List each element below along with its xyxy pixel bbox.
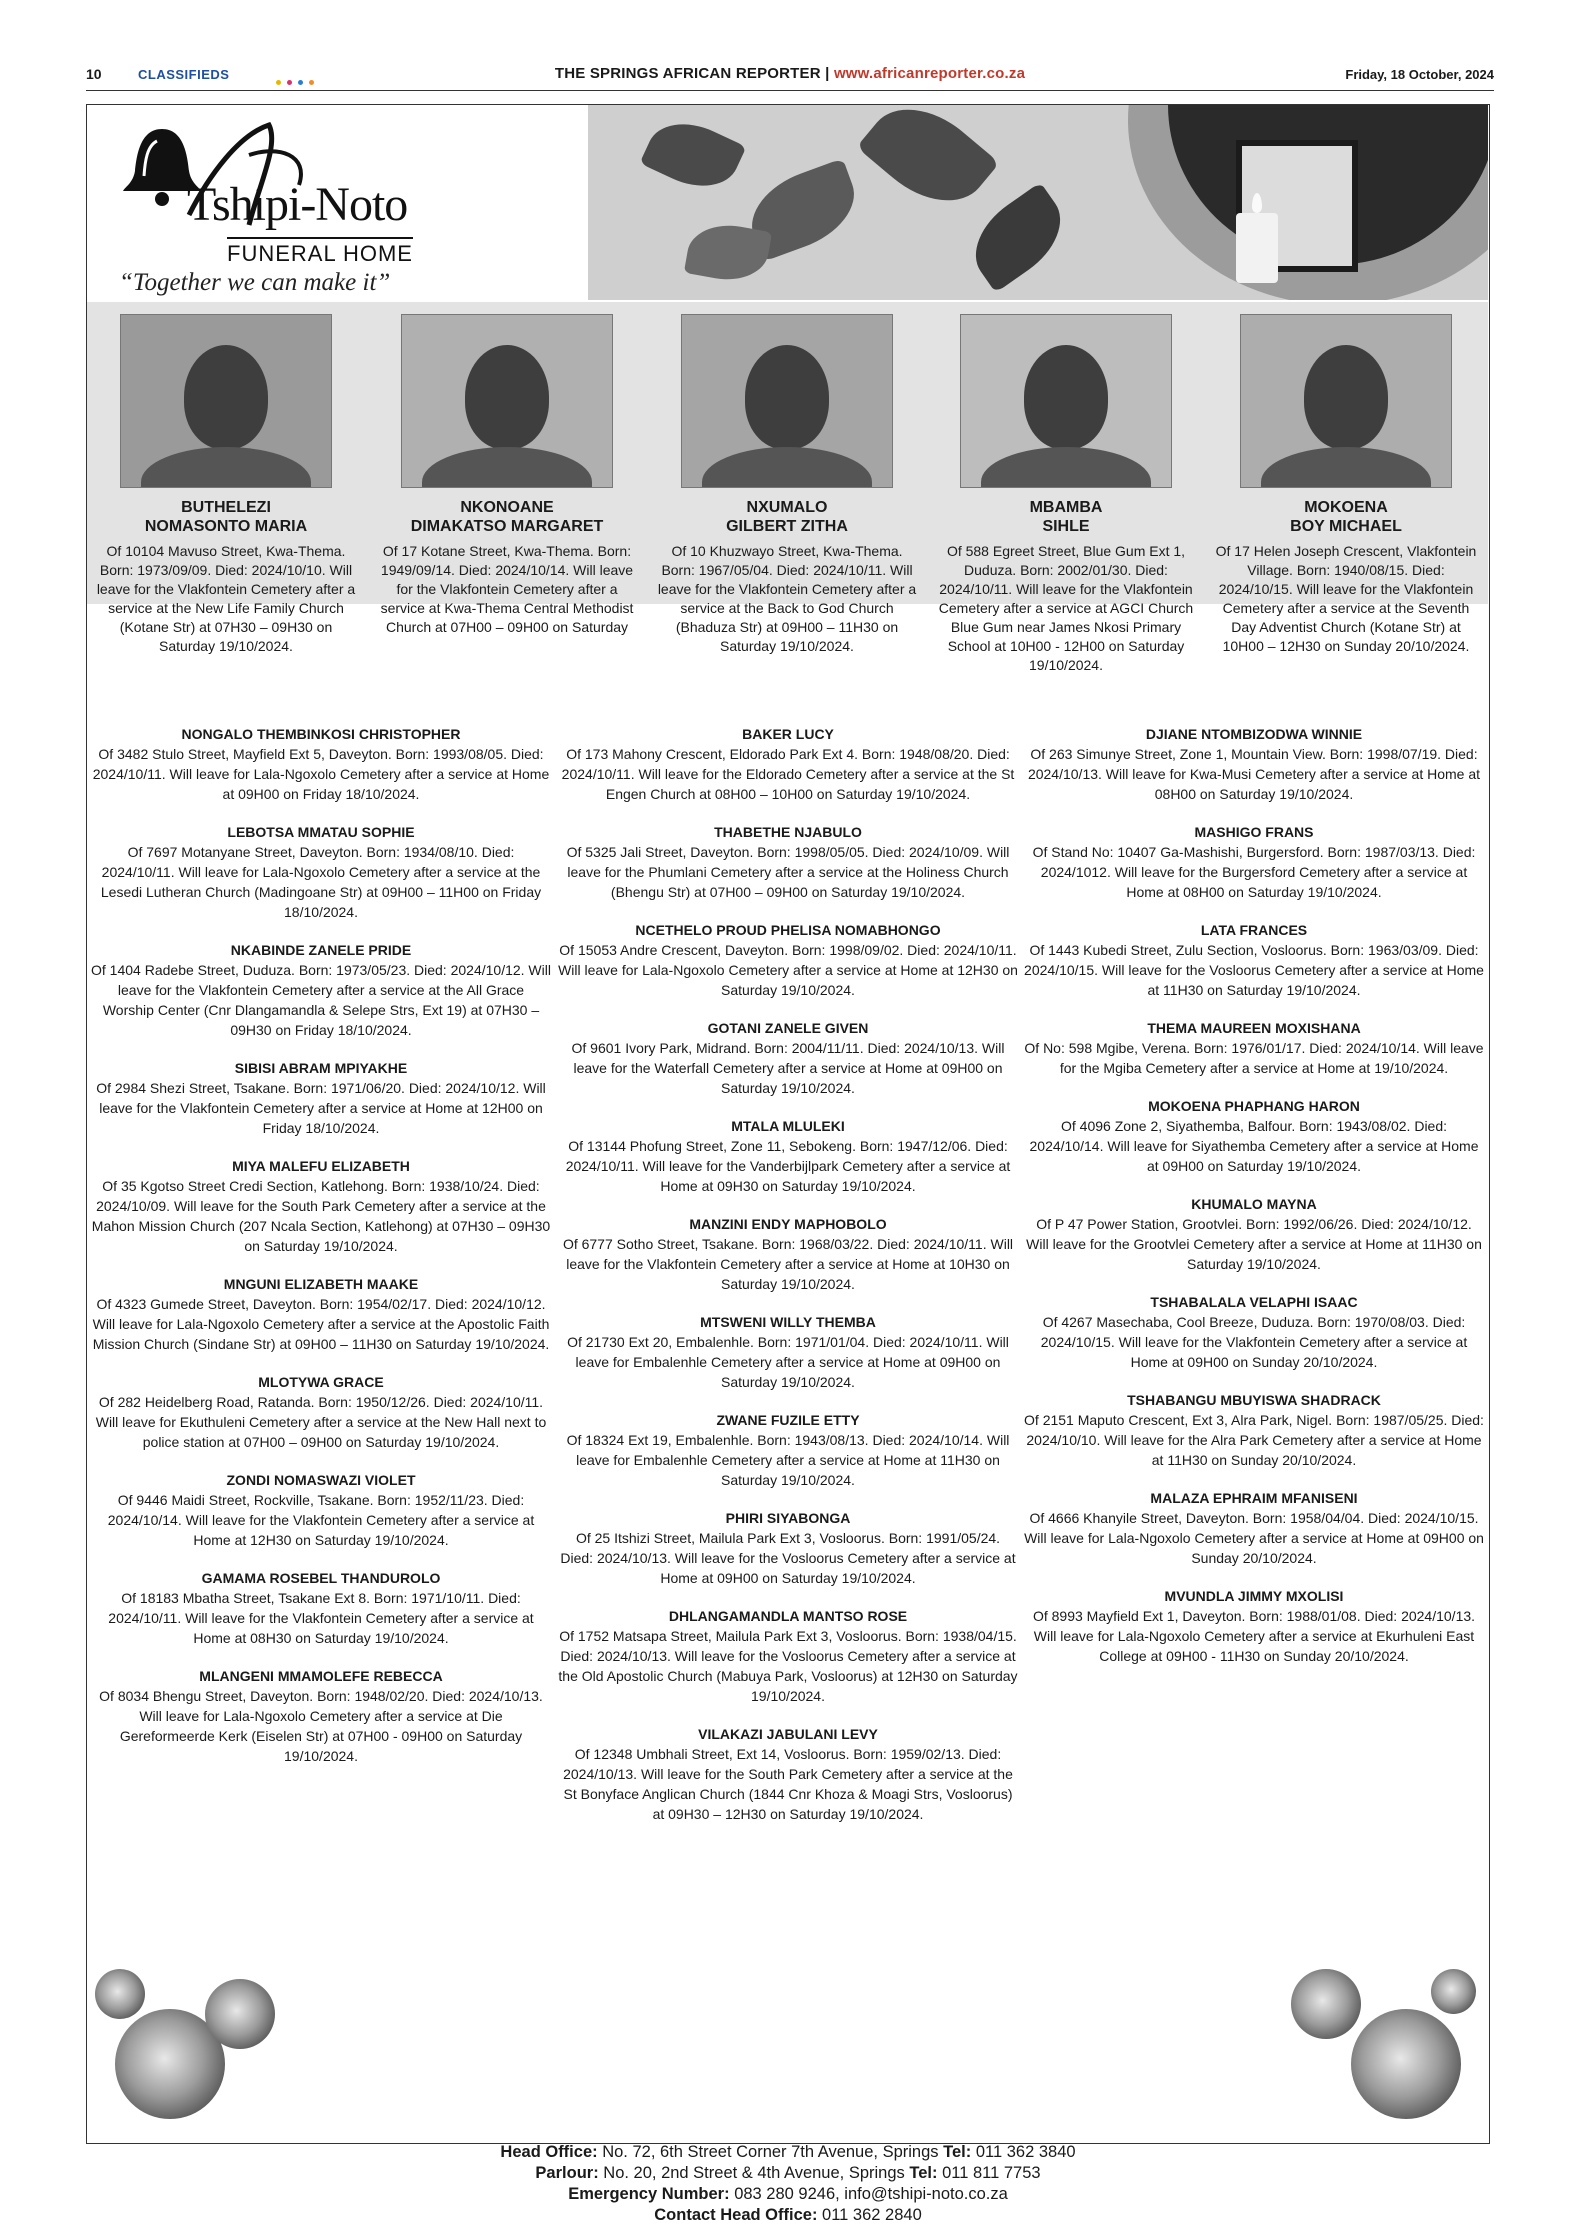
list-item: PHIRI SIYABONGA Of 25 Itshizi Street, Mailula Park Ext 3, Vosloorus. Born: 1991/05/24. Died: 2024/10/13. Will leave for the Vosloorus Cemetery after a service at Home at 09H00 on Saturday 19/10/2024.: [560, 1510, 1016, 1586]
notice-name: NXUMALO GILBERT ZITHA: [726, 499, 848, 535]
list-item: THEMA MAUREEN MOXISHANA Of No: 598 Mgibe, Verena. Born: 1976/01/17. Died: 2024/10/14. Will leave for the Mgiba Cemetery after a service at Home at 19/10/2024.: [1024, 1020, 1484, 1076]
list-item: TSHABANGU MBUYISWA SHADRACK Of 2151 Maputo Crescent, Ext 3, Alra Park, Nigel. Born: 1987/05/25. Died: 2024/10/10. Will leave for the Alra Park Cemetery after a service at Home at 11H30 on Sunday 20/10/2024.: [1024, 1392, 1484, 1468]
featured-notice: [376, 314, 638, 637]
list-item: ZWANE FUZILE ETTY Of 18324 Ext 19, Embalenhle. Born: 1943/08/13. Died: 2024/10/14. Will leave for Embalenhle Cemetery after a service at Home at 11H30 on Saturday 19/10/2024.: [566, 1412, 1010, 1488]
list-item: LATA FRANCES Of 1443 Kubedi Street, Zulu Section, Vosloorus. Born: 1963/03/09. Died: 2024/10/15. Will leave for the Vosloorus Cemetery after a service at Home at 11H30 on Saturday 19/10/2024.: [1024, 922, 1484, 998]
brand-tagline: “Together we can make it”: [119, 269, 391, 296]
rose-decoration-right: [1281, 1969, 1481, 2119]
list-item: VILAKAZI JABULANI LEVY Of 12348 Umbhali Street, Ext 14, Vosloorus. Born: 1959/02/13. Died: 2024/10/13. Will leave for the South Park Cemetery after a service at the St Bonyface Anglican Church (1844 Cnr Khoza & Moagi Strs, Vosloorus) at 09H30 – 12H30 on Saturday 19/10/2024.: [563, 1726, 1013, 1822]
notice-name: BUTHELEZI NOMASONTO MARIA: [144, 499, 308, 535]
list-item: MIYA MALEFU ELIZABETH Of 35 Kgotso Street Credi Section, Katlehong. Born: 1938/10/24. Died: 2024/10/09. Will leave for the South Park Cemetery after a service at the Mahon Mission Church (207 Ncala Section, Katlehong) at 07H30 – 09H30 on Saturday 19/10/2024.: [91, 1158, 551, 1254]
rose-icon: [1351, 2009, 1461, 2119]
rose-icon: [1431, 1969, 1476, 2014]
notice-details: Of 10104 Mavuso Street, Kwa-Thema. Born: 1973/09/09. Died: 2024/10/10. Will leave for the Vlakfontein Cemetery after a service at the New Life Family Church (Kotane Str) at 07H30 – 09H30 on Saturday 19/10/2024.: [96, 543, 356, 654]
list-item: GAMAMA ROSEBEL THANDUROLO Of 18183 Mbatha Street, Tsakane Ext 8. Born: 1971/10/11. Died: 2024/10/11. Will leave for the Vlakfontein Cemetery after a service at Home at 08H30 on Saturday 19/10/2024.: [108, 1570, 534, 1646]
portrait-photo: [960, 314, 1172, 488]
parlour-line: Parlour: No. 20, 2nd Street & 4th Avenue, Springs Tel: 011 811 7753: [535, 2164, 1041, 2182]
portrait-photo: [401, 314, 613, 488]
contact-line: Contact Head Office: 011 362 2840: [654, 2206, 922, 2224]
memorial-photo: [588, 105, 1488, 300]
featured-notice: [656, 314, 918, 656]
list-item: MLOTYWA GRACE Of 282 Heidelberg Road, Ratanda. Born: 1950/12/26. Died: 2024/10/11. Will leave for Ekuthuleni Cemetery after a service at the New Hall next to police station at 07H00 – 09H00 on Saturday 19/10/2024.: [95, 1374, 547, 1450]
publication-name: THE SPRINGS AFRICAN REPORTER: [554, 65, 821, 82]
list-item: SIBISI ABRAM MPIYAKHE Of 2984 Shezi Street, Tsakane. Born: 1971/06/20. Died: 2024/10/12. Will leave for the Vlakfontein Cemetery after a service at Home at 12H00 on Friday 18/10/2024.: [96, 1060, 546, 1136]
list-item: MOKOENA PHAPHANG HARON Of 4096 Zone 2, Siyathemba, Balfour. Born: 1943/08/02. Died: 2024/10/14. Will leave for Siyathemba Cemetery after a service at Home at 09H00 on Saturday 19/10/2024.: [1029, 1098, 1479, 1174]
featured-notice: [95, 314, 357, 656]
publication-separator: |: [825, 65, 830, 82]
notices-column-1: [91, 725, 551, 1785]
list-item: ZONDI NOMASWAZI VIOLET Of 9446 Maidi Street, Rockville, Tsakane. Born: 1952/11/23. Died: 2024/10/14. Will leave for the Vlakfontein Cemetery after a service at Home at 12H30 on Saturday 19/10/2024.: [107, 1472, 535, 1548]
list-item: MLANGENI MMAMOLEFE REBECCA Of 8034 Bhengu Street, Daveyton. Born: 1948/02/20. Died: 2024/10/13. Will leave for Lala-Ngoxolo Cemetery after a service at Die Gereformeerde Kerk (Eiselen Str) at 07H00 - 09H00 on Saturday 19/10/2024.: [99, 1668, 543, 1764]
list-item: NCETHELO PROUD PHELISA NOMABHONGO Of 15053 Andre Crescent, Daveyton. Born: 1998/09/02. Died: 2024/10/11. Will leave for Lala-Ngoxolo Cemetery after a service at Home at 12H30 on Saturday 19/10/2024.: [558, 922, 1018, 998]
notice-details: Of 588 Egreet Street, Blue Gum Ext 1, Duduza. Born: 2002/01/30. Died: 2024/10/11. Will leave for the Vlakfontein Cemetery after a service at AGCI Church Blue Gum near James Nkosi Primary School at 10H00 - 12H00 on Saturday 19/10/2024.: [938, 543, 1194, 673]
page-header: [86, 64, 1494, 91]
list-item: MTSWENI WILLY THEMBA Of 21730 Ext 20, Embalenhle. Born: 1971/01/04. Died: 2024/10/11. Will leave for Embalenhle Cemetery after a service at Home at 09H00 on Saturday 19/10/2024.: [567, 1314, 1009, 1390]
list-item: MVUNDLA JIMMY MXOLISI Of 8993 Mayfield Ext 1, Daveyton. Born: 1988/01/08. Died: 2024/10/13. Will leave for Lala-Ngoxolo Cemetery after a service at Ekurhuleni East College at 09H00 - 11H30 on Sunday 20/10/2024.: [1032, 1588, 1476, 1664]
list-item: DHLANGAMANDLA MANTSO ROSE Of 1752 Matsapa Street, Mailula Park Ext 3, Vosloorus. Born: 1938/04/15. Died: 2024/10/13. Will leave for the Vosloorus Cemetery after a service at the Old Apostolic Church (Mabuya Park, Vosloorus) at 12H30 on Saturday 19/10/2024.: [558, 1608, 1018, 1704]
featured-notice: [935, 314, 1197, 675]
issue-date: Friday, 18 October, 2024: [1345, 67, 1494, 82]
rose-icon: [1291, 1969, 1361, 2039]
rose-icon: [95, 1969, 145, 2019]
advert-frame: [86, 104, 1490, 2224]
notices-column-2: [558, 725, 1018, 1843]
list-item: KHUMALO MAYNA Of P 47 Power Station, Grootvlei. Born: 1992/06/26. Died: 2024/10/12. Will leave for the Grootvlei Cemetery after a service at Home at 11H30 on Saturday 19/10/2024.: [1026, 1196, 1482, 1272]
list-item: MNGUNI ELIZABETH MAAKE Of 4323 Gumede Street, Daveyton. Born: 1954/02/17. Died: 2024/10/12. Will leave for Lala-Ngoxolo Cemetery after a service at the Apostolic Faith Mission Church (Sindane Str) at 09H00 – 11H30 on Saturday 19/10/2024.: [92, 1276, 550, 1352]
list-item: NONGALO THEMBINKOSI CHRISTOPHER Of 3482 Stulo Street, Mayfield Ext 5, Daveyton. Born: 1993/08/05. Died: 2024/10/11. Will leave for Lala-Ngoxolo Cemetery after a service at Home at 09H00 on Friday 18/10/2024.: [92, 726, 550, 802]
notice-name: MOKOENA BOY MICHAEL: [1290, 499, 1402, 535]
publication-url[interactable]: www.africanreporter.co.za: [833, 65, 1026, 82]
notice-name: MBAMBA SIHLE: [1029, 499, 1103, 535]
list-item: DJIANE NTOMBIZODWA WINNIE Of 263 Simunye Street, Zone 1, Mountain View. Born: 1998/07/19. Died: 2024/10/13. Will leave for Kwa-Musi Cemetery after a service at Home at 08H00 on Saturday 19/10/2024.: [1027, 726, 1481, 802]
list-item: LEBOTSA MMATAU SOPHIE Of 7697 Motanyane Street, Daveyton. Born: 1934/08/10. Died: 2024/10/11. Will leave for Lala-Ngoxolo Cemetery after a service at the Lesedi Lutheran Church (Madingoane Str) at 09H00 – 11H00 on Friday 18/10/2024.: [100, 824, 542, 920]
notice-details: Of 10 Khuzwayo Street, Kwa-Thema. Born: 1967/05/04. Died: 2024/10/11. Will leave for the Vlakfontein Cemetery after a service at the Back to God Church (Bhaduza Str) at 09H00 – 11H30 on Saturday 19/10/2024.: [657, 543, 917, 654]
section-label: CLASSIFIEDS: [138, 67, 230, 82]
notice-name: NKONOANE DIMAKATSO MARGARET: [410, 499, 604, 535]
list-item: TSHABALALA VELAPHI ISAAC Of 4267 Masechaba, Cool Breeze, Duduza. Born: 1970/08/03. Died: 2024/10/15. Will leave for the Vlakfontein Cemetery after a service at Home at 09H00 on Sunday 20/10/2024.: [1040, 1294, 1468, 1370]
featured-notices: [87, 302, 1488, 673]
list-item: MANZINI ENDY MAPHOBOLO Of 6777 Sotho Street, Tsakane. Born: 1968/03/22. Died: 2024/10/11. Will leave for the Vlakfontein Cemetery after a service at Home at 10H30 on Saturday 19/10/2024.: [562, 1216, 1014, 1292]
brand-subtitle: FUNERAL HOME: [227, 237, 413, 267]
list-item: MTALA MLULEKI Of 13144 Phofung Street, Zone 11, Sebokeng. Born: 1947/12/06. Died: 2024/10/11. Will leave for the Vanderbijlpark Cemetery after a service at Home at 09H30 on Saturday 19/10/2024.: [565, 1118, 1011, 1194]
notice-details: Of 17 Helen Joseph Crescent, Vlakfontein Village. Born: 1940/08/15. Died: 2024/10/15. Will leave for the Vlakfontein Cemetery after a service at the Seventh Day Adventist Church (Kotane Str) at 10H00 – 12H30 on Sunday 20/10/2024.: [1215, 543, 1477, 654]
publication-title: [86, 65, 1494, 82]
candle-icon: [1236, 213, 1278, 283]
notices-column-3: [1024, 725, 1484, 1685]
emergency-line: Emergency Number: 083 280 9246, info@tshipi-noto.co.za: [568, 2185, 1008, 2203]
list-item: MASHIGO FRANS Of Stand No: 10407 Ga-Mashishi, Burgersford. Born: 1987/03/13. Died: 2024/1012. Will leave for the Burgersford Cemetery after a service at Home at 08H00 on Saturday 19/10/2024.: [1032, 824, 1476, 900]
list-item: GOTANI ZANELE GIVEN Of 9601 Ivory Park, Midrand. Born: 2004/11/11. Died: 2024/10/13. Will leave for the Waterfall Cemetery after a service at Home at 09H00 on Saturday 19/10/2024.: [571, 1020, 1005, 1096]
hero-banner: [87, 105, 1488, 300]
portrait-photo: [120, 314, 332, 488]
list-item: THABETHE NJABULO Of 5325 Jali Street, Daveyton. Born: 1998/05/05. Died: 2024/10/09. Will leave for the Phumlani Cemetery after a service at the Holiness Church (Bhengu Str) at 07H00 – 09H00 on Saturday 19/10/2024.: [566, 824, 1010, 900]
list-item: MALAZA EPHRAIM MFANISENI Of 4666 Khanyile Street, Daveyton. Born: 1958/04/04. Died: 2024/10/15. Will leave for Lala-Ngoxolo Cemetery after a service at Home at 09H00 on Sunday 20/10/2024.: [1024, 1490, 1484, 1566]
rose-decoration-left: [95, 1969, 295, 2119]
head-office-line: Head Office: No. 72, 6th Street Corner 7th Avenue, Springs Tel: 011 362 3840: [500, 2143, 1076, 2161]
portrait-photo: [681, 314, 893, 488]
list-item: NKABINDE ZANELE PRIDE Of 1404 Radebe Street, Duduza. Born: 1973/05/23. Died: 2024/10/12. Will leave for the Vlakfontein Cemetery after a service at the All Grace Worship Center (Cnr Dlangamandla & Selepe Strs, Ext 19) at 07H30 – 09H30 on Friday 18/10/2024.: [91, 942, 551, 1038]
page-number: 10: [86, 66, 102, 82]
notice-details: Of 17 Kotane Street, Kwa-Thema. Born: 1949/09/14. Died: 2024/10/14. Will leave for the Vlakfontein Cemetery after a service at Kwa-Thema Central Methodist Church at 07H00 – 09H00 on Saturday: [380, 543, 634, 635]
rose-icon: [205, 1979, 275, 2049]
brand-name: Tshipi-Noto: [187, 178, 408, 231]
funeral-home-logo: [109, 115, 479, 296]
portrait-photo: [1240, 314, 1452, 488]
contact-footer: [87, 2142, 1489, 2226]
list-item: BAKER LUCY Of 173 Mahony Crescent, Eldorado Park Ext 4. Born: 1948/08/20. Died: 2024/10/11. Will leave for the Eldorado Cemetery after a service at the St Engen Church at 08H00 – 10H00 on Saturday 19/10/2024.: [561, 726, 1015, 802]
featured-notice: [1215, 314, 1477, 656]
